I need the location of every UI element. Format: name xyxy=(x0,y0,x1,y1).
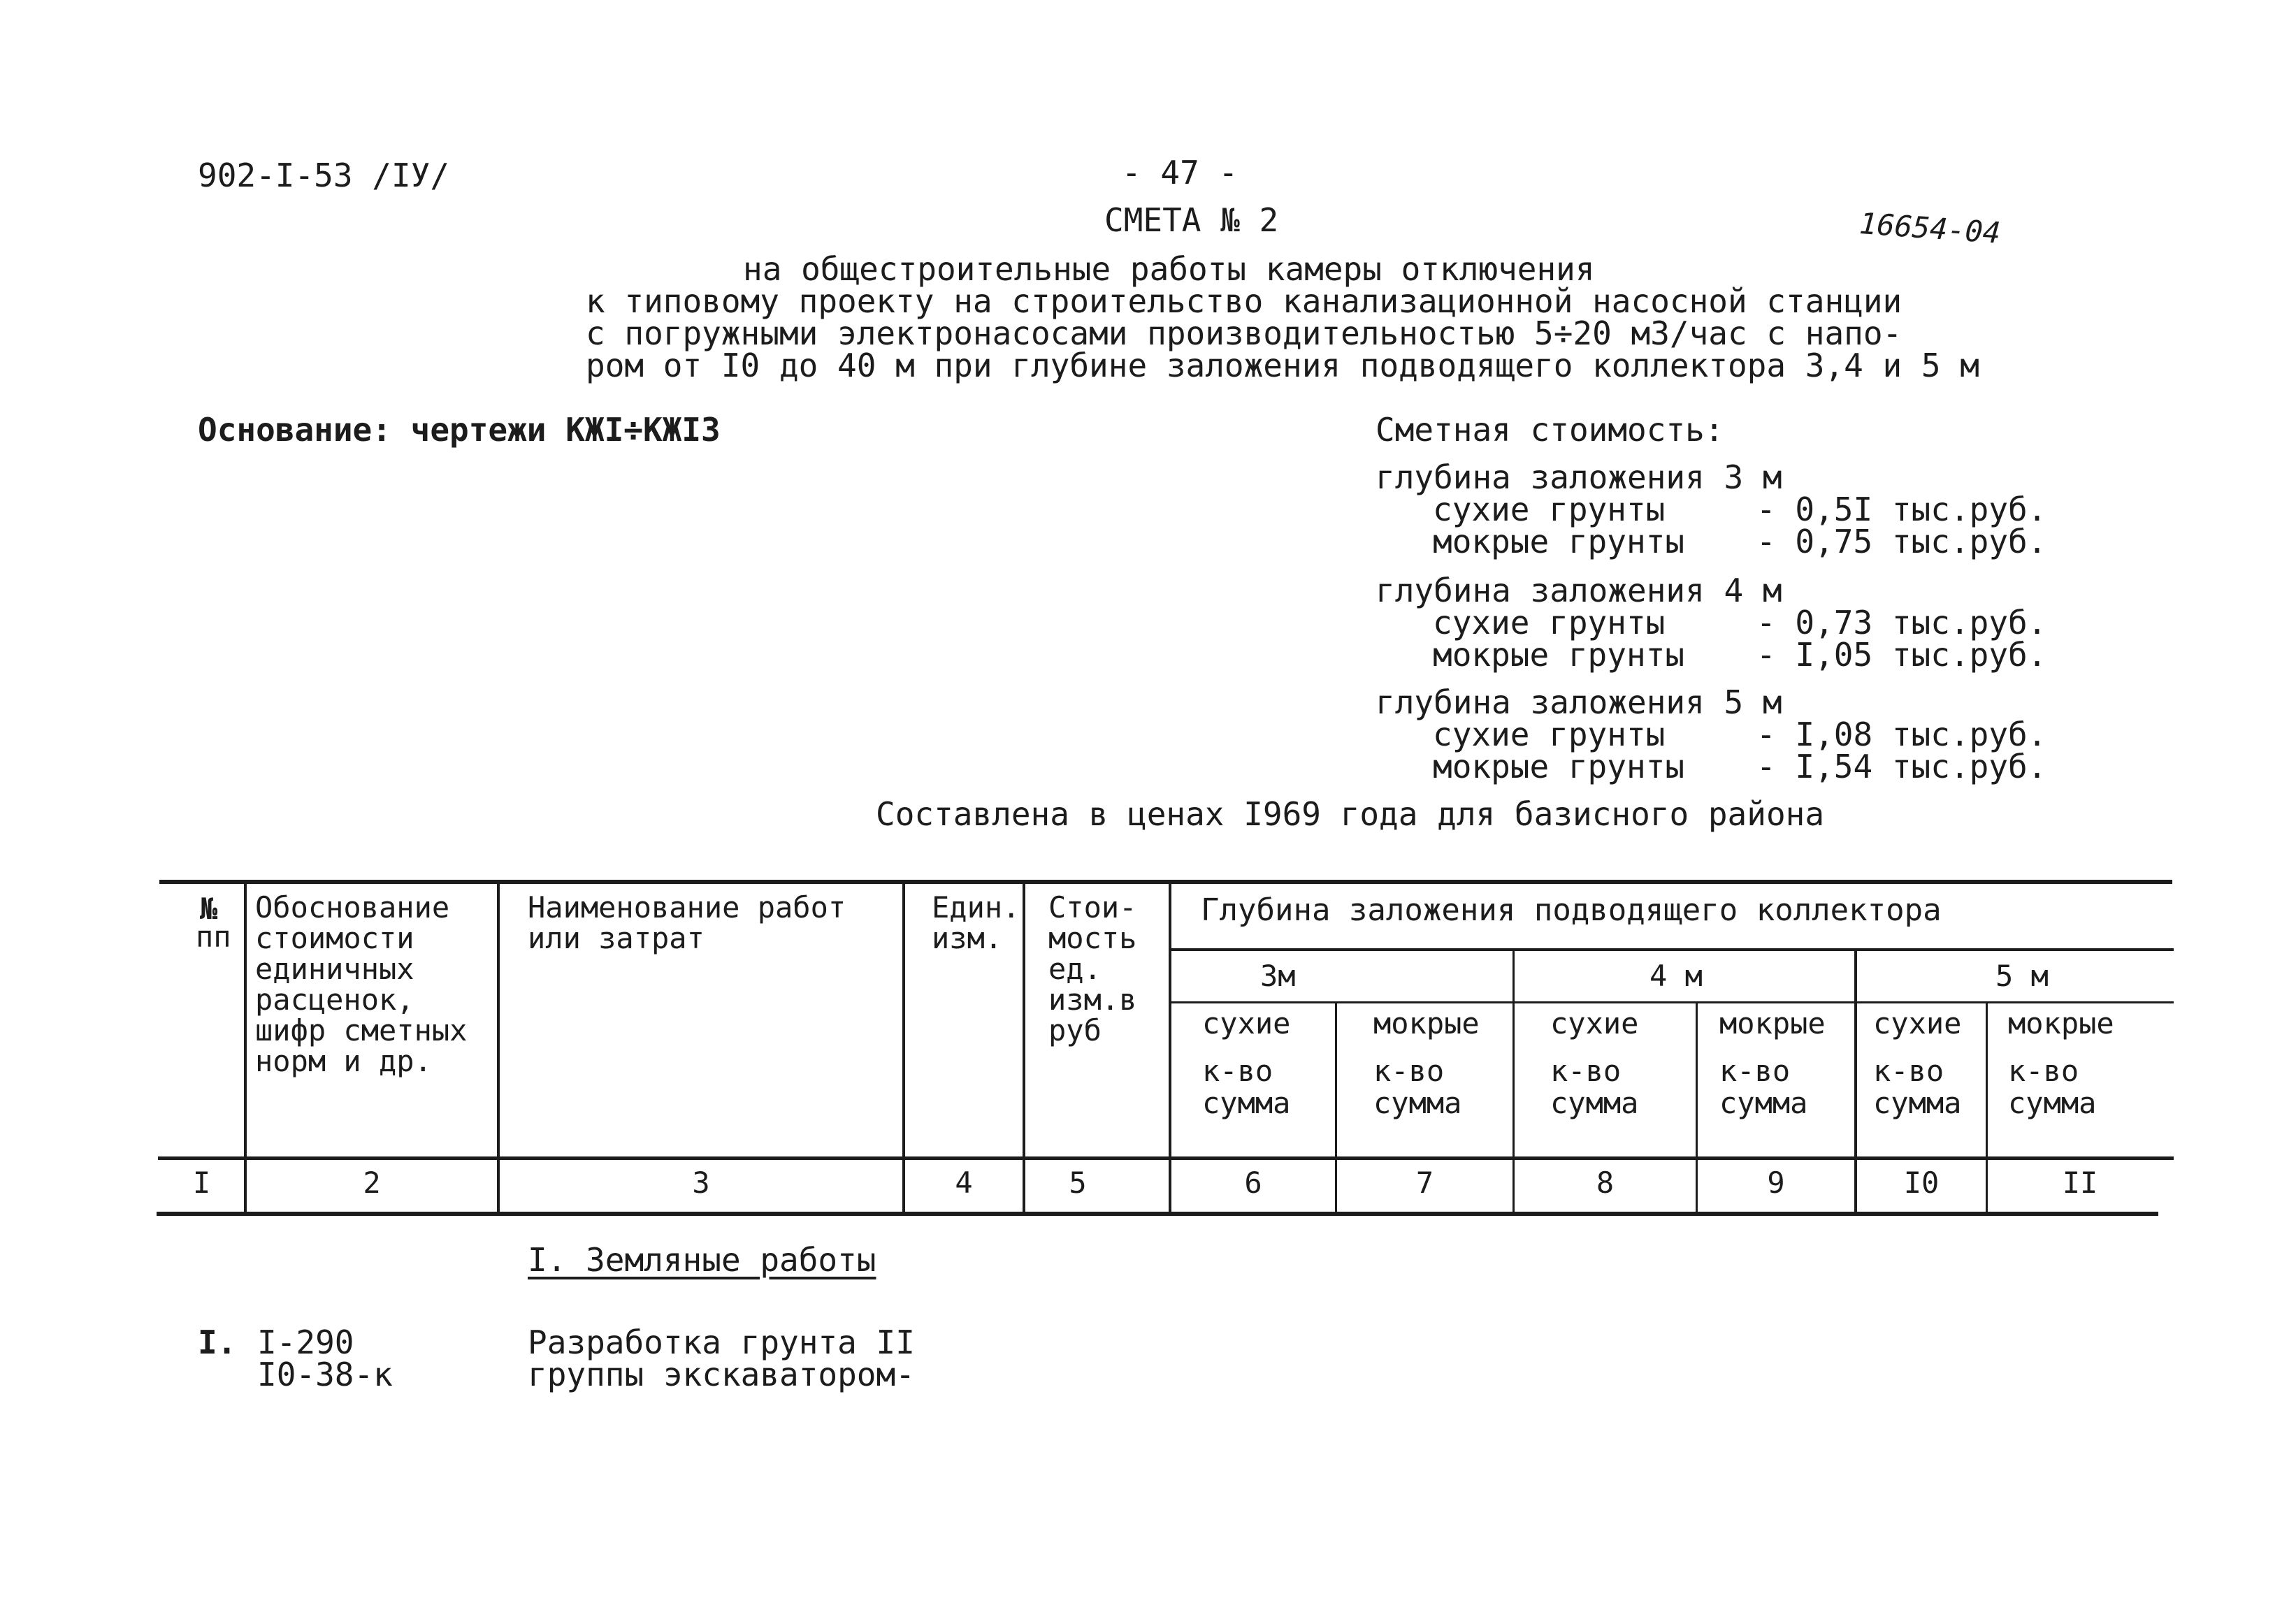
depth-3-dry-value: - 0,5I тыс.руб. xyxy=(1756,491,2047,528)
depth-5-wet-value: - I,54 тыс.руб. xyxy=(1756,748,2047,785)
soil-header-rule xyxy=(1169,1001,2174,1003)
depth-3-wet-value: - 0,75 тыс.руб. xyxy=(1756,523,2047,560)
col-no-header-1: № xyxy=(200,892,218,926)
table-top-rule xyxy=(159,880,2172,884)
col10-qty: к-во xyxy=(1873,1054,1944,1088)
col-divider-1 xyxy=(244,882,247,1214)
col-number-7: 7 xyxy=(1415,1166,1434,1200)
col-name-header-2: или затрат xyxy=(528,921,705,955)
col-basis-header-3: единичных xyxy=(255,952,414,986)
depth-4-label: глубина заложения 4 м xyxy=(1376,572,1782,609)
col11-sum: сумма xyxy=(2008,1086,2097,1120)
depth-4m-header: 4 м xyxy=(1649,959,1703,993)
col-basis-header-1: Обоснование xyxy=(255,890,450,924)
col-divider-5 xyxy=(1169,882,1171,1214)
col-number-10: I0 xyxy=(1903,1166,1940,1200)
col-cost-header-1: Стои- xyxy=(1048,890,1137,924)
estimate-title: СМЕТА № 2 xyxy=(1104,201,1279,239)
depth-4-wet-label: мокрые грунты xyxy=(1433,636,1685,674)
col9-sum: сумма xyxy=(1719,1086,1808,1120)
col6-sum: сумма xyxy=(1202,1086,1291,1120)
col6-soil: сухие xyxy=(1202,1006,1291,1040)
depth-5-wet-label: мокрые грунты xyxy=(1433,748,1685,785)
page-number: - 47 - xyxy=(1122,154,1239,191)
col8-qty: к-во xyxy=(1550,1054,1622,1088)
subtitle-line-4: ром от I0 до 40 м при глубине заложения подводящего коллектора 3,4 и 5 м xyxy=(586,347,1979,384)
col-unit-header-1: Един. xyxy=(932,890,1020,924)
subtitle-line-1: на общестроительные работы камеры отключения xyxy=(743,250,1595,288)
col9-qty: к-во xyxy=(1719,1054,1791,1088)
col-basis-header-6: норм и др. xyxy=(255,1044,432,1078)
section-title: I. Земляные работы xyxy=(528,1241,876,1279)
depth-5m-header: 5 м xyxy=(1995,959,2049,993)
col9-soil: мокрые xyxy=(1719,1006,1826,1040)
item-name-2: группы экскаватором- xyxy=(528,1356,915,1393)
col11-qty: к-во xyxy=(2008,1054,2079,1088)
subtitle-line-2: к типовому проекту на строительство канализационной насосной станции xyxy=(586,282,1902,320)
numbers-top-rule xyxy=(158,1156,2174,1160)
col-number-6: 6 xyxy=(1244,1166,1262,1200)
col-no-header-2: пп xyxy=(196,920,231,954)
depth-5-label: глубина заложения 5 м xyxy=(1376,683,1782,721)
col-cost-header-4: изм.в xyxy=(1048,982,1137,1017)
col-number-3: 3 xyxy=(692,1166,710,1200)
col7-soil: мокрые xyxy=(1373,1006,1480,1040)
col-basis-header-4: расценок, xyxy=(255,982,414,1017)
col-unit-header-2: изм. xyxy=(932,921,1003,955)
col-cost-header-5: руб xyxy=(1048,1013,1102,1047)
item-name-1: Разработка грунта II xyxy=(528,1323,915,1361)
col-divider-3 xyxy=(902,882,905,1214)
item-basis-2: I0-38-к xyxy=(257,1356,393,1393)
col7-sum: сумма xyxy=(1373,1086,1462,1120)
item-number: I. xyxy=(198,1323,237,1361)
col11-soil: мокрые xyxy=(2008,1006,2114,1040)
col-number-5: 5 xyxy=(1069,1166,1087,1200)
subtitle-line-3: с погружными электронасосами производительностью 5÷20 м3/час с напо- xyxy=(586,314,1902,352)
col10-sum: сумма xyxy=(1873,1086,1962,1120)
document-code: 902-I-53 /IУ/ xyxy=(198,157,450,194)
col6-qty: к-во xyxy=(1202,1054,1273,1088)
col-cost-header-3: ед. xyxy=(1048,952,1102,986)
depth-3-label: глубина заложения 3 м xyxy=(1376,458,1782,496)
col-number-11: II xyxy=(2062,1166,2098,1200)
table-bottom-rule xyxy=(157,1212,2158,1216)
col-number-9: 9 xyxy=(1767,1166,1785,1200)
col-divider-4 xyxy=(1023,882,1025,1214)
depth-group-header: Глубина заложения подводящего коллектора xyxy=(1201,892,1942,928)
col7-qty: к-во xyxy=(1373,1054,1445,1088)
depth-4-dry-value: - 0,73 тыс.руб. xyxy=(1756,604,2047,641)
col-basis-header-2: стоимости xyxy=(255,921,414,955)
col-name-header-1: Наименование работ xyxy=(528,890,846,924)
estimate-heading: Сметная стоимость: xyxy=(1376,411,1724,449)
item-basis-1: I-290 xyxy=(257,1323,354,1361)
col-number-4: 4 xyxy=(955,1166,973,1200)
depth-3-wet-label: мокрые грунты xyxy=(1433,523,1685,560)
prices-note: Составлена в ценах I969 года для базисного района xyxy=(876,795,1825,833)
depth-4-dry-label: сухие грунты xyxy=(1433,604,1666,641)
col10-soil: сухие xyxy=(1873,1006,1962,1040)
depth-header-rule xyxy=(1169,948,2174,951)
col-cost-header-2: мость xyxy=(1048,921,1137,955)
col8-soil: сухие xyxy=(1550,1006,1639,1040)
depth-3m-header: 3м xyxy=(1260,959,1296,993)
depth-4-wet-value: - I,05 тыс.руб. xyxy=(1756,636,2047,674)
depth-5-dry-label: сухие грунты xyxy=(1433,716,1666,753)
col-basis-header-5: шифр сметных xyxy=(255,1013,468,1047)
col-number-8: 8 xyxy=(1596,1166,1615,1200)
basis-line: Основание: чертежи КЖI÷КЖI3 xyxy=(198,411,721,449)
col-number-2: 2 xyxy=(363,1166,381,1200)
col8-sum: сумма xyxy=(1550,1086,1639,1120)
archive-number: 16654-04 xyxy=(1858,206,2002,250)
depth-3-dry-label: сухие грунты xyxy=(1433,491,1666,528)
col-number-1: I xyxy=(192,1166,211,1200)
depth-5-dry-value: - I,08 тыс.руб. xyxy=(1756,716,2047,753)
col-divider-2 xyxy=(497,882,500,1214)
